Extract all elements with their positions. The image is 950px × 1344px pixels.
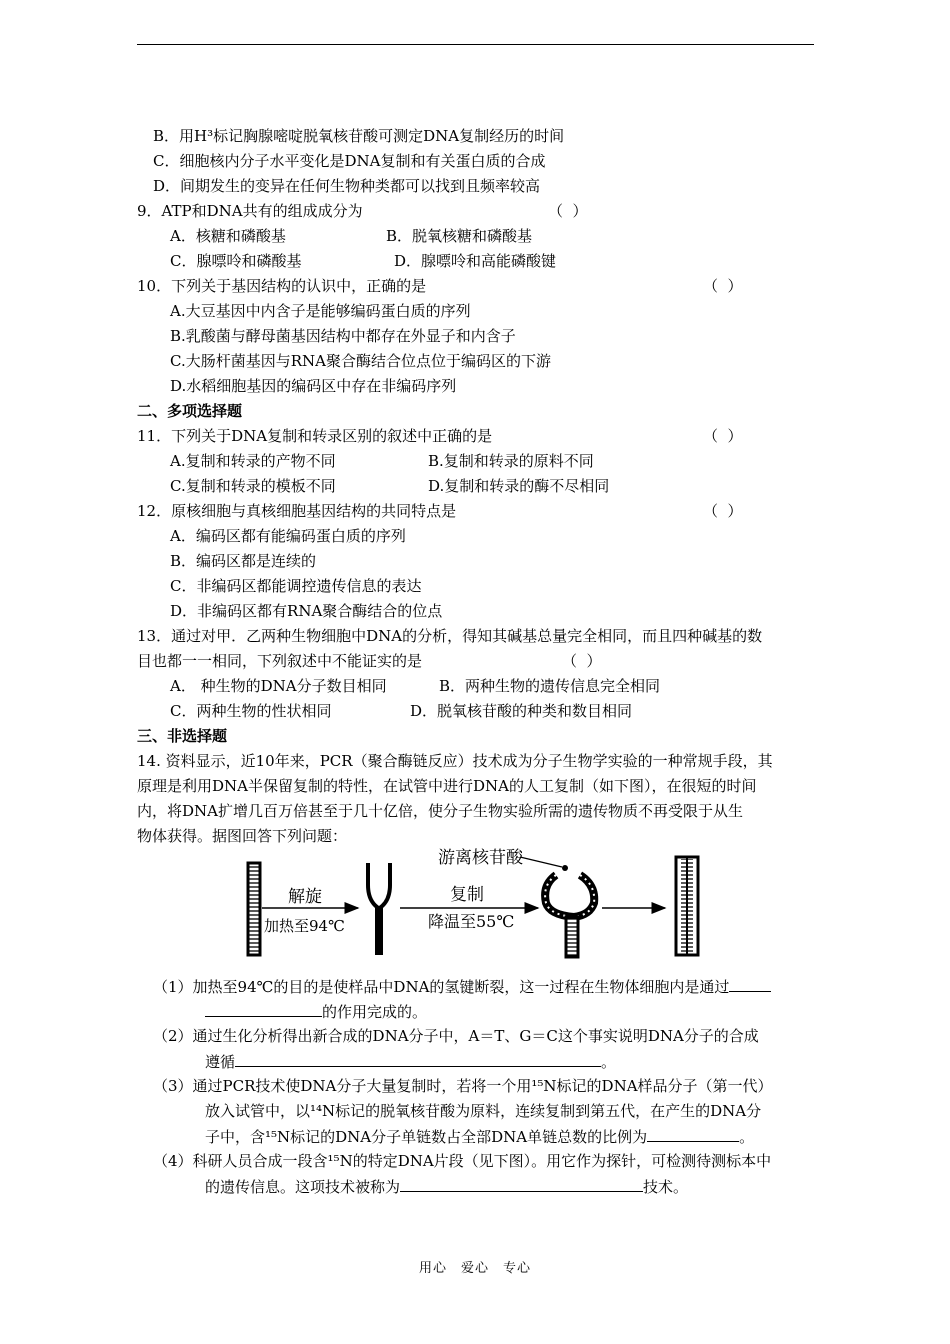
q14-sub3-line2: 放入试管中，以¹⁴N标记的脱氧核苷酸为原料，连续复制到第五代，在产生的DNA分 [205, 1102, 762, 1120]
q14-sub3-line3 [205, 1126, 754, 1147]
q11-option-b: B.复制和转录的原料不同 [428, 452, 594, 470]
q12-option-a: A．编码区都有能编码蛋白质的序列 [170, 527, 406, 545]
q9-option-a: A．核糖和磷酸基 [170, 227, 286, 245]
q12-option-c: C．非编码区都能调控遗传信息的表达 [170, 577, 422, 595]
q14-sub4-text: 的遗传信息。这项技术被称为 [205, 1178, 401, 1196]
dna-unwinding-strand [368, 863, 390, 955]
q11-option-c: C.复制和转录的模板不同 [170, 477, 336, 495]
q11-stem: 11．下列关于DNA复制和转录区别的叙述中正确的是 [137, 427, 493, 445]
q12-answer-paren: （ ） [703, 502, 743, 520]
label-replicate: 复制 [450, 885, 484, 905]
q10-option-b: B.乳酸菌与酵母菌基因结构中都存在外显子和内含子 [170, 327, 516, 345]
q14-stem-line3: 内，将DNA扩增几百万倍甚至于几十亿倍，使分子生物实验所需的遗传物质不再受限于从生 [137, 802, 743, 820]
q14-sub4-blank[interactable] [400, 1176, 643, 1192]
q9-answer-paren: （ ） [548, 202, 588, 220]
q10-answer-paren: （ ） [703, 277, 743, 295]
q13-option-a: A． 种生物的DNA分子数目相同 [170, 677, 387, 695]
q14-sub2-text-end: 。 [601, 1053, 617, 1071]
q14-sub4-line1: （4）科研人员合成一段含¹⁵N的特定DNA片段（见下图）。用它作为探针，可检测待测标本中 [153, 1152, 772, 1170]
q10-stem: 10．下列关于基因结构的认识中，正确的是 [137, 277, 427, 295]
q11-option-a: A.复制和转录的产物不同 [170, 452, 336, 470]
q14-sub3-text: 子中，含¹⁵N标记的DNA分子单链数占全部DNA单链总数的比例为 [205, 1128, 648, 1146]
q13-answer-paren: （ ） [562, 652, 602, 670]
q8-option-d: D．间期发生的变异在任何生物种类都可以找到且频率较高 [153, 177, 541, 195]
q12-option-d: D．非编码区都有RNA聚合酶结合的位点 [170, 602, 443, 620]
q13-stem-line1: 13．通过对甲．乙两种生物细胞中DNA的分析，得知其碱基总量完全相同，而且四种碱基的数 [137, 627, 763, 645]
dna-double-strand-original [248, 863, 260, 955]
q11-option-d: D.复制和转录的酶不尽相同 [428, 477, 610, 495]
label-heat: 加热至94℃ [264, 917, 345, 935]
q10-option-c: C.大肠杆菌基因与RNA聚合酶结合位点位于编码区的下游 [170, 352, 551, 370]
q10-option-a: A.大豆基因中内含子是能够编码蛋白质的序列 [170, 302, 471, 320]
label-cool: 降温至55℃ [428, 912, 515, 931]
page-footer: 用心 爱心 专心 [418, 1261, 531, 1276]
q13-option-d: D．脱氧核苷酸的种类和数目相同 [410, 702, 633, 720]
q14-sub3-line1: （3）通过PCR技术使DNA分子大量复制时，若将一个用¹⁵N标记的DNA样品分子（第一代） [153, 1077, 773, 1095]
q10-option-d: D.水稻细胞基因的编码区中存在非编码序列 [170, 377, 457, 395]
q14-sub2-line2 [205, 1051, 616, 1072]
q13-option-b: B．两种生物的遗传信息完全相同 [439, 677, 661, 695]
dna-replicating-strand [545, 875, 594, 957]
label-unwind: 解旋 [288, 887, 322, 907]
q12-stem: 12．原核细胞与真核细胞基因结构的共同特点是 [137, 502, 457, 520]
q14-sub1-text-end: 的作用完成的。 [322, 1003, 428, 1021]
q14-sub2-blank[interactable] [235, 1051, 601, 1067]
q14-sub1-line2 [205, 1001, 427, 1022]
q14-sub1-text: （1）加热至94℃的目的是使样品中DNA的氢键断裂，这一过程在生物体细胞内是通过 [153, 978, 730, 996]
q14-sub2-text: 遵循 [205, 1053, 236, 1071]
section-heading-multi-choice: 二、多项选择题 [137, 402, 243, 420]
label-free-nucleotide: 游离核苷酸 [438, 848, 523, 868]
q14-sub4-line2 [205, 1176, 688, 1197]
q14-sub4-text-end: 技术。 [643, 1178, 689, 1196]
q14-sub1-blank-a[interactable] [729, 976, 771, 992]
q14-stem-line4: 物体获得。据图回答下列问题： [137, 827, 348, 845]
q8-option-b: B．用H³标记胸腺嘧啶脱氧核苷酸可测定DNA复制经历的时间 [153, 127, 565, 145]
section-heading-non-choice: 三、非选择题 [137, 727, 228, 745]
q9-option-c: C．腺嘌呤和磷酸基 [170, 252, 302, 270]
pointer-free-nucleotide [520, 857, 562, 867]
q14-sub1-blank-b[interactable] [205, 1001, 322, 1017]
q14-stem-line1: 14. 资料显示，近10年来，PCR（聚合酶链反应）技术成为分子生物学实验的一种常规手段，其 [137, 752, 773, 770]
q8-option-c: C．细胞核内分子水平变化是DNA复制和有关蛋白质的合成 [153, 152, 546, 170]
q14-sub3-text-end: 。 [739, 1128, 755, 1146]
q9-stem: 9．ATP和DNA共有的组成成分为 [137, 202, 363, 220]
q9-option-d: D．腺嘌呤和高能磷酸键 [394, 252, 557, 270]
q14-sub3-blank[interactable] [647, 1126, 739, 1142]
dna-double-strand-result [676, 857, 698, 955]
header-rule [137, 44, 814, 45]
q13-stem-line2: 目也都一一相同，下列叙述中不能证实的是 [137, 652, 423, 670]
q12-option-b: B．编码区都是连续的 [170, 552, 317, 570]
q11-answer-paren: （ ） [703, 427, 743, 445]
free-nucleotide-dot [562, 865, 568, 871]
q9-option-b: B．脱氧核糖和磷酸基 [386, 227, 533, 245]
q14-sub1-line1 [153, 976, 771, 997]
q13-option-c: C．两种生物的性状相同 [170, 702, 332, 720]
q14-stem-line2: 原理是利用DNA半保留复制的特性，在试管中进行DNA的人工复制（如下图），在很短的时间 [137, 777, 757, 795]
pcr-diagram [240, 845, 710, 960]
q14-sub2-line1: （2）通过生化分析得出新合成的DNA分子中，A＝T、G＝C这个事实说明DNA分子的合成 [153, 1027, 759, 1045]
